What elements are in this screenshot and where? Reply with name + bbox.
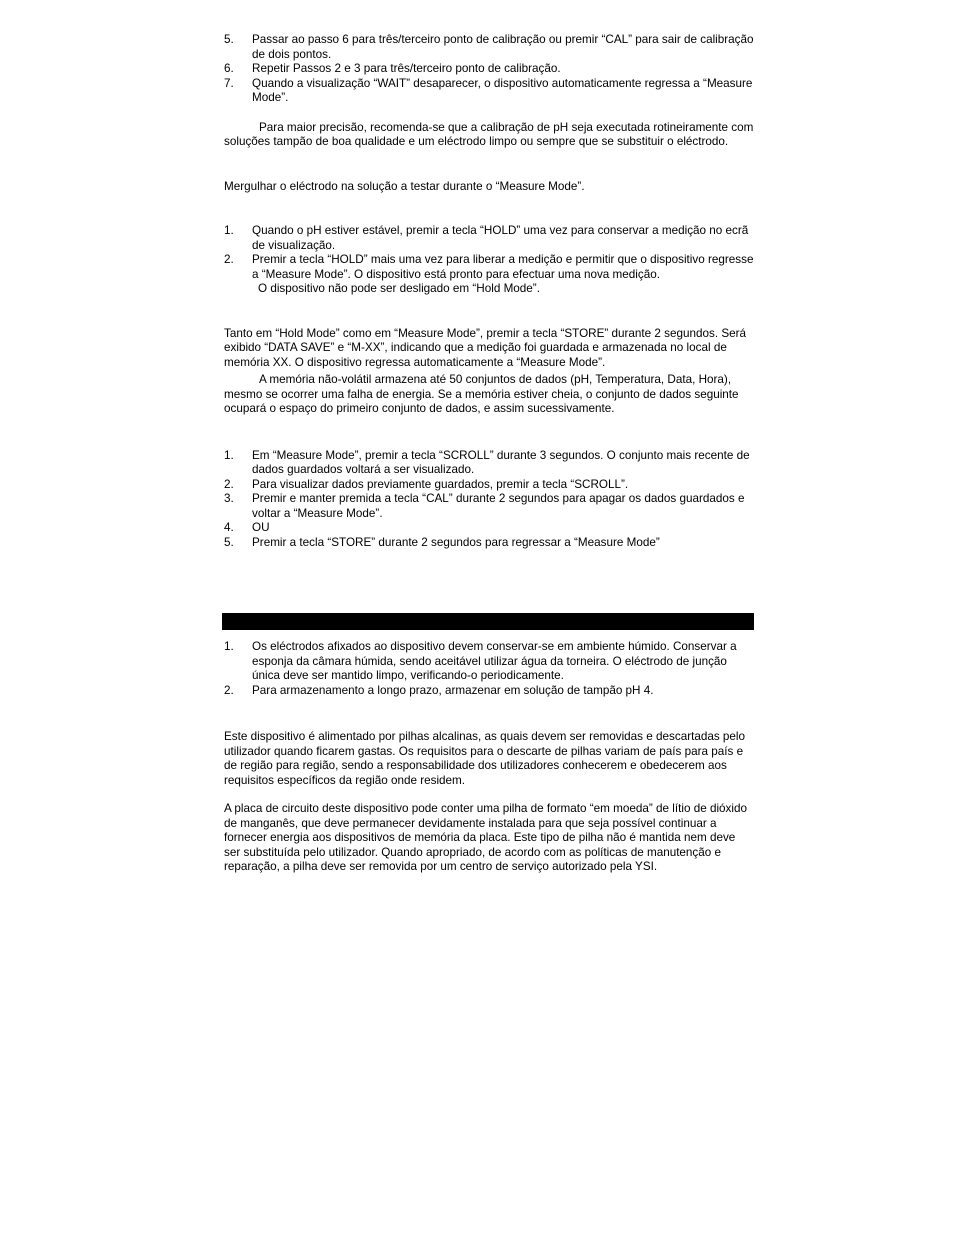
list-text: OU [252, 521, 270, 534]
recall-steps-list [224, 449, 754, 551]
list-number: 4. [224, 521, 234, 534]
coin-cell-paragraph: A placa de circuito deste dispositivo pode conter uma pilha de formato “em moeda” de lítio de dióxido de manganês, que deve permanecer devidamente instalada para que seja possível continuar a fornecer energia aos dispositivos de memória da placa. Este tipo de pilha não é mantida nem deve ser substituída pelo utilizador. Quando apropriado, de acordo com as políticas de manutenção e reparação, a pilha deve ser removida por um centro de serviço autorizado pela YSI. [224, 802, 747, 873]
list-text: Premir a tecla “HOLD” mais uma vez para liberar a medição e permitir que o dispositivo regresse a “Measure Mode”. O dispositivo está pronto para efectuar uma nova medição. [252, 253, 754, 281]
list-item [224, 33, 754, 62]
list-number: 2. [224, 253, 234, 266]
list-number: 5. [224, 33, 234, 46]
list-item [224, 640, 754, 684]
hold-steps-list [224, 224, 754, 297]
memory-paragraph: A memória não-volátil armazena até 50 conjuntos de dados (pH, Temperatura, Data, Hora), mesmo se ocorrer uma falha de energia. Se a memória estiver cheia, o conjunto de dados seguinte ocupará o espaço do primeiro conjunto de dados, e assim sucessivamente. [224, 373, 739, 415]
list-number: 2. [224, 477, 234, 491]
list-item [224, 62, 754, 77]
list-text: Passar ao passo 6 para três/terceiro ponto de calibração ou premir “CAL” para sair de calibração de dois pontos. [252, 33, 754, 61]
list-item [224, 684, 754, 699]
list-number: 3. [224, 492, 234, 505]
hold-note: O dispositivo não pode ser desligado em “Hold Mode”. [258, 282, 540, 295]
list-item [224, 449, 754, 478]
list-item [224, 253, 754, 282]
list-number: 2. [224, 683, 234, 697]
list-item [224, 521, 754, 536]
list-item [224, 224, 754, 253]
list-item [224, 77, 754, 106]
list-text: Repetir Passos 2 e 3 para três/terceiro ponto de calibração. [252, 62, 561, 75]
calibration-steps-list [224, 33, 754, 106]
list-text: Quando o pH estiver estável, premir a tecla “HOLD” uma vez para conservar a medição no ecrã de visualização. [252, 224, 749, 252]
section-header-bar [222, 613, 754, 630]
document-page [224, 33, 754, 875]
list-text: Em “Measure Mode”, premir a tecla “SCROLL” durante 3 segundos. O conjunto mais recente de dados guardados voltará a ser visualizado. [252, 448, 750, 476]
list-text: Para armazenamento a longo prazo, armazenar em solução de tampão pH 4. [252, 683, 654, 697]
care-steps-list [224, 640, 754, 698]
list-number: 1. [224, 640, 234, 653]
precision-paragraph: Para maior precisão, recomenda-se que a calibração de pH seja executada rotineiramente com soluções tampão de boa qualidade e um eléctrodo limpo ou sempre que se substituir o eléctrodo. [224, 120, 754, 148]
list-text: Para visualizar dados previamente guardados, premir a tecla “SCROLL”. [252, 477, 629, 491]
list-number: 5. [224, 535, 234, 549]
list-number: 1. [224, 224, 234, 237]
list-item [224, 536, 754, 551]
list-text: Os eléctrodos afixados ao dispositivo devem conservar-se em ambiente húmido. Conservar a esponja da câmara húmida, sendo aceitável utilizar água da torneira. O eléctrodo de junção única deve ser mantido limpo, verificando-o periodicamente. [252, 640, 737, 682]
list-number: 1. [224, 448, 234, 462]
list-number: 6. [224, 62, 234, 75]
list-number: 7. [224, 76, 234, 90]
measure-paragraph: Mergulhar o eléctrodo na solução a testar durante o “Measure Mode”. [224, 179, 585, 193]
list-text: Premir e manter premida a tecla “CAL” durante 2 segundos para apagar os dados guardados e voltar a “Measure Mode”. [252, 492, 745, 520]
list-text: Quando a visualização “WAIT” desaparecer, o dispositivo automaticamente regressa a “Measure Mode”. [252, 76, 753, 104]
list-text: Premir a tecla “STORE” durante 2 segundos para regressar a “Measure Mode” [252, 535, 660, 549]
list-item [224, 492, 754, 521]
list-item [224, 478, 754, 493]
batteries-paragraph: Este dispositivo é alimentado por pilhas alcalinas, as quais devem ser removidas e descartadas pelo utilizador quando ficarem gastas. Os requisitos para o descarte de pilhas variam de país para país e de região para região, sendo a responsabilidade dos utilizadores conhecerem e obedecerem aos requisitos específicos da região onde residem. [224, 730, 746, 787]
store-paragraph: Tanto em “Hold Mode” como em “Measure Mode”, premir a tecla “STORE” durante 2 segundos. Será exibido “DATA SAVE” e “M-XX”, indicando que a medição foi guardada e armazenada no local de memória XX. O dispositivo regressa automaticamente a “Measure Mode”. [224, 326, 747, 369]
